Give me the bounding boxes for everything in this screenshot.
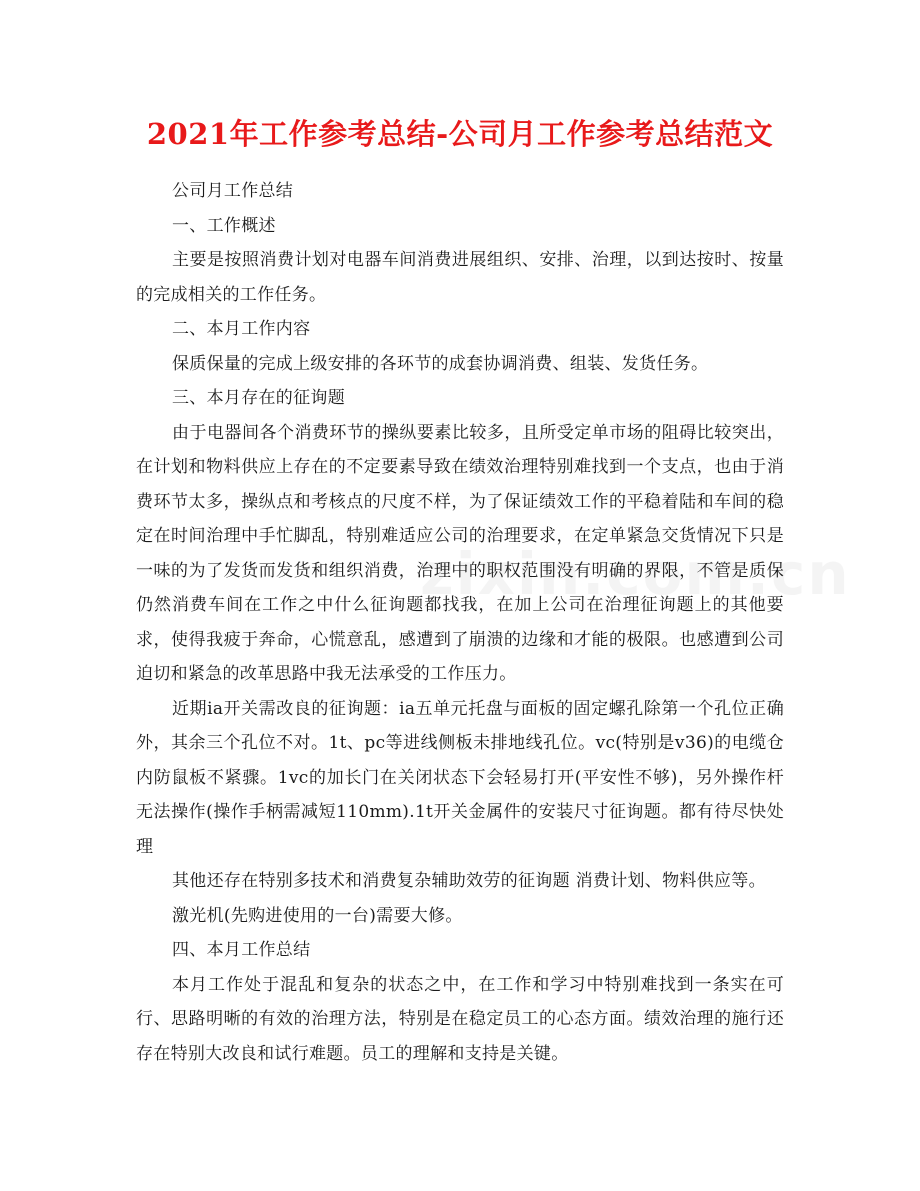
paragraph-content: 保质保量的完成上级安排的各环节的成套协调消费、组装、发货任务。: [172, 353, 709, 374]
section-heading-overview: 一、工作概述: [172, 215, 276, 236]
paragraph-overview: 主要是按照消费计划对电器车间消费进展组织、安排、治理，以到达按时、按量的完成相关的工作任务。: [136, 250, 784, 305]
paragraph-problems-laser: 激光机(先购进使用的一台)需要大修。: [172, 905, 463, 926]
paragraph-problems-main: 由于电器间各个消费环节的操纵要素比较多，且所受定单市场的阻碍比较突出，在计划和物料供应上存在的不定要素导致在绩效治理特别难找到一个支点，也由于消费环节太多，操纵点和考核点的尺度不样，为了保证绩效工作的平稳着陆和车间的稳定在时间治理中手忙脚乱，特别难适应公司的治理要求，在定单紧急交货情况下只是一味的为了发货而发货和组织消费，治理中的职权范围没有明确的界限，不管是质保仍然消费车间在工作之中什么征询题都找我，在加上公司在治理征询题上的其他要求，使得我疲于奔命，心慌意乱，感遭到了崩溃的边缘和才能的极限。也感遭到公司迫切和紧急的改革思路中我无法承受的工作压力。: [136, 422, 784, 684]
document-title: 2021年工作参考总结-公司月工作参考总结范文: [146, 117, 774, 151]
paragraph-summary: 本月工作处于混乱和复杂的状态之中，在工作和学习中特别难找到一条实在可行、思路明晰的有效的治理方法，特别是在稳定员工的心态方面。绩效治理的施行还存在特别大改良和试行难题。员工的理解和支持是关键。: [136, 974, 784, 1064]
section-heading-summary: 四、本月工作总结: [172, 940, 311, 960]
document-body: [136, 174, 784, 1071]
section-heading-content: 二、本月工作内容: [172, 319, 311, 339]
paragraph-problems-switch: 近期ia开关需改良的征询题：ia五单元托盘与面板的固定螺孔除第一个孔位正确外，其余三个孔位不对。1t、pc等进线侧板未排地线孔位。vc(特别是v36)的电缆仓内防鼠板不紧骤。1vc的加长门在关闭状态下会轻易打开(平安性不够)，另外操作杆无法操作(操作手柄需减短110mm).1t开关金属件的安装尺寸征询题。都有待尽快处理: [136, 698, 784, 857]
paragraph-problems-other: 其他还存在特别多技术和消费复杂辅助效劳的征询题 消费计划、物料供应等。: [172, 871, 766, 891]
paragraph-subtitle: 公司月工作总结: [172, 181, 294, 201]
section-heading-problems: 三、本月存在的征询题: [172, 388, 345, 408]
